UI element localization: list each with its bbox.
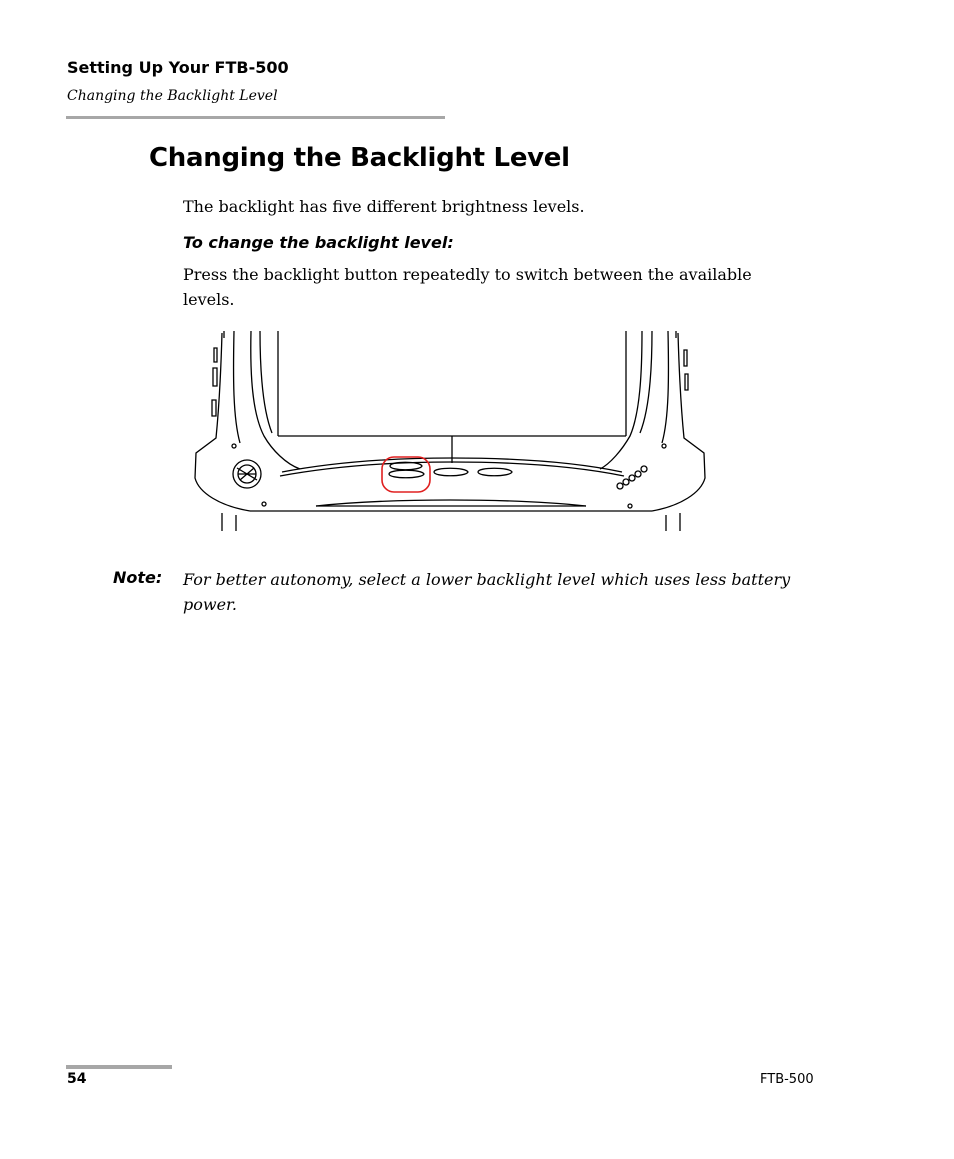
header-divider <box>66 116 445 119</box>
footer-product-name: FTB-500 <box>760 1072 814 1087</box>
running-header-title: Setting Up Your FTB-500 <box>67 58 289 77</box>
procedure-heading: To change the backlight level: <box>183 233 454 252</box>
note-text: For better autonomy, select a lower backlight level which uses less battery power. <box>183 570 791 614</box>
section-heading: Changing the Backlight Level <box>149 143 570 173</box>
page-number: 54 <box>67 1071 87 1087</box>
procedure-paragraph: Press the backlight button repeatedly to switch between the available levels. <box>183 265 752 309</box>
intro-paragraph: The backlight has five different brightness levels. <box>183 197 585 216</box>
footer-divider <box>66 1065 172 1069</box>
running-header-subtitle: Changing the Backlight Level <box>67 88 278 104</box>
device-front-panel-illustration <box>190 328 712 531</box>
note-label: Note: <box>113 568 163 587</box>
